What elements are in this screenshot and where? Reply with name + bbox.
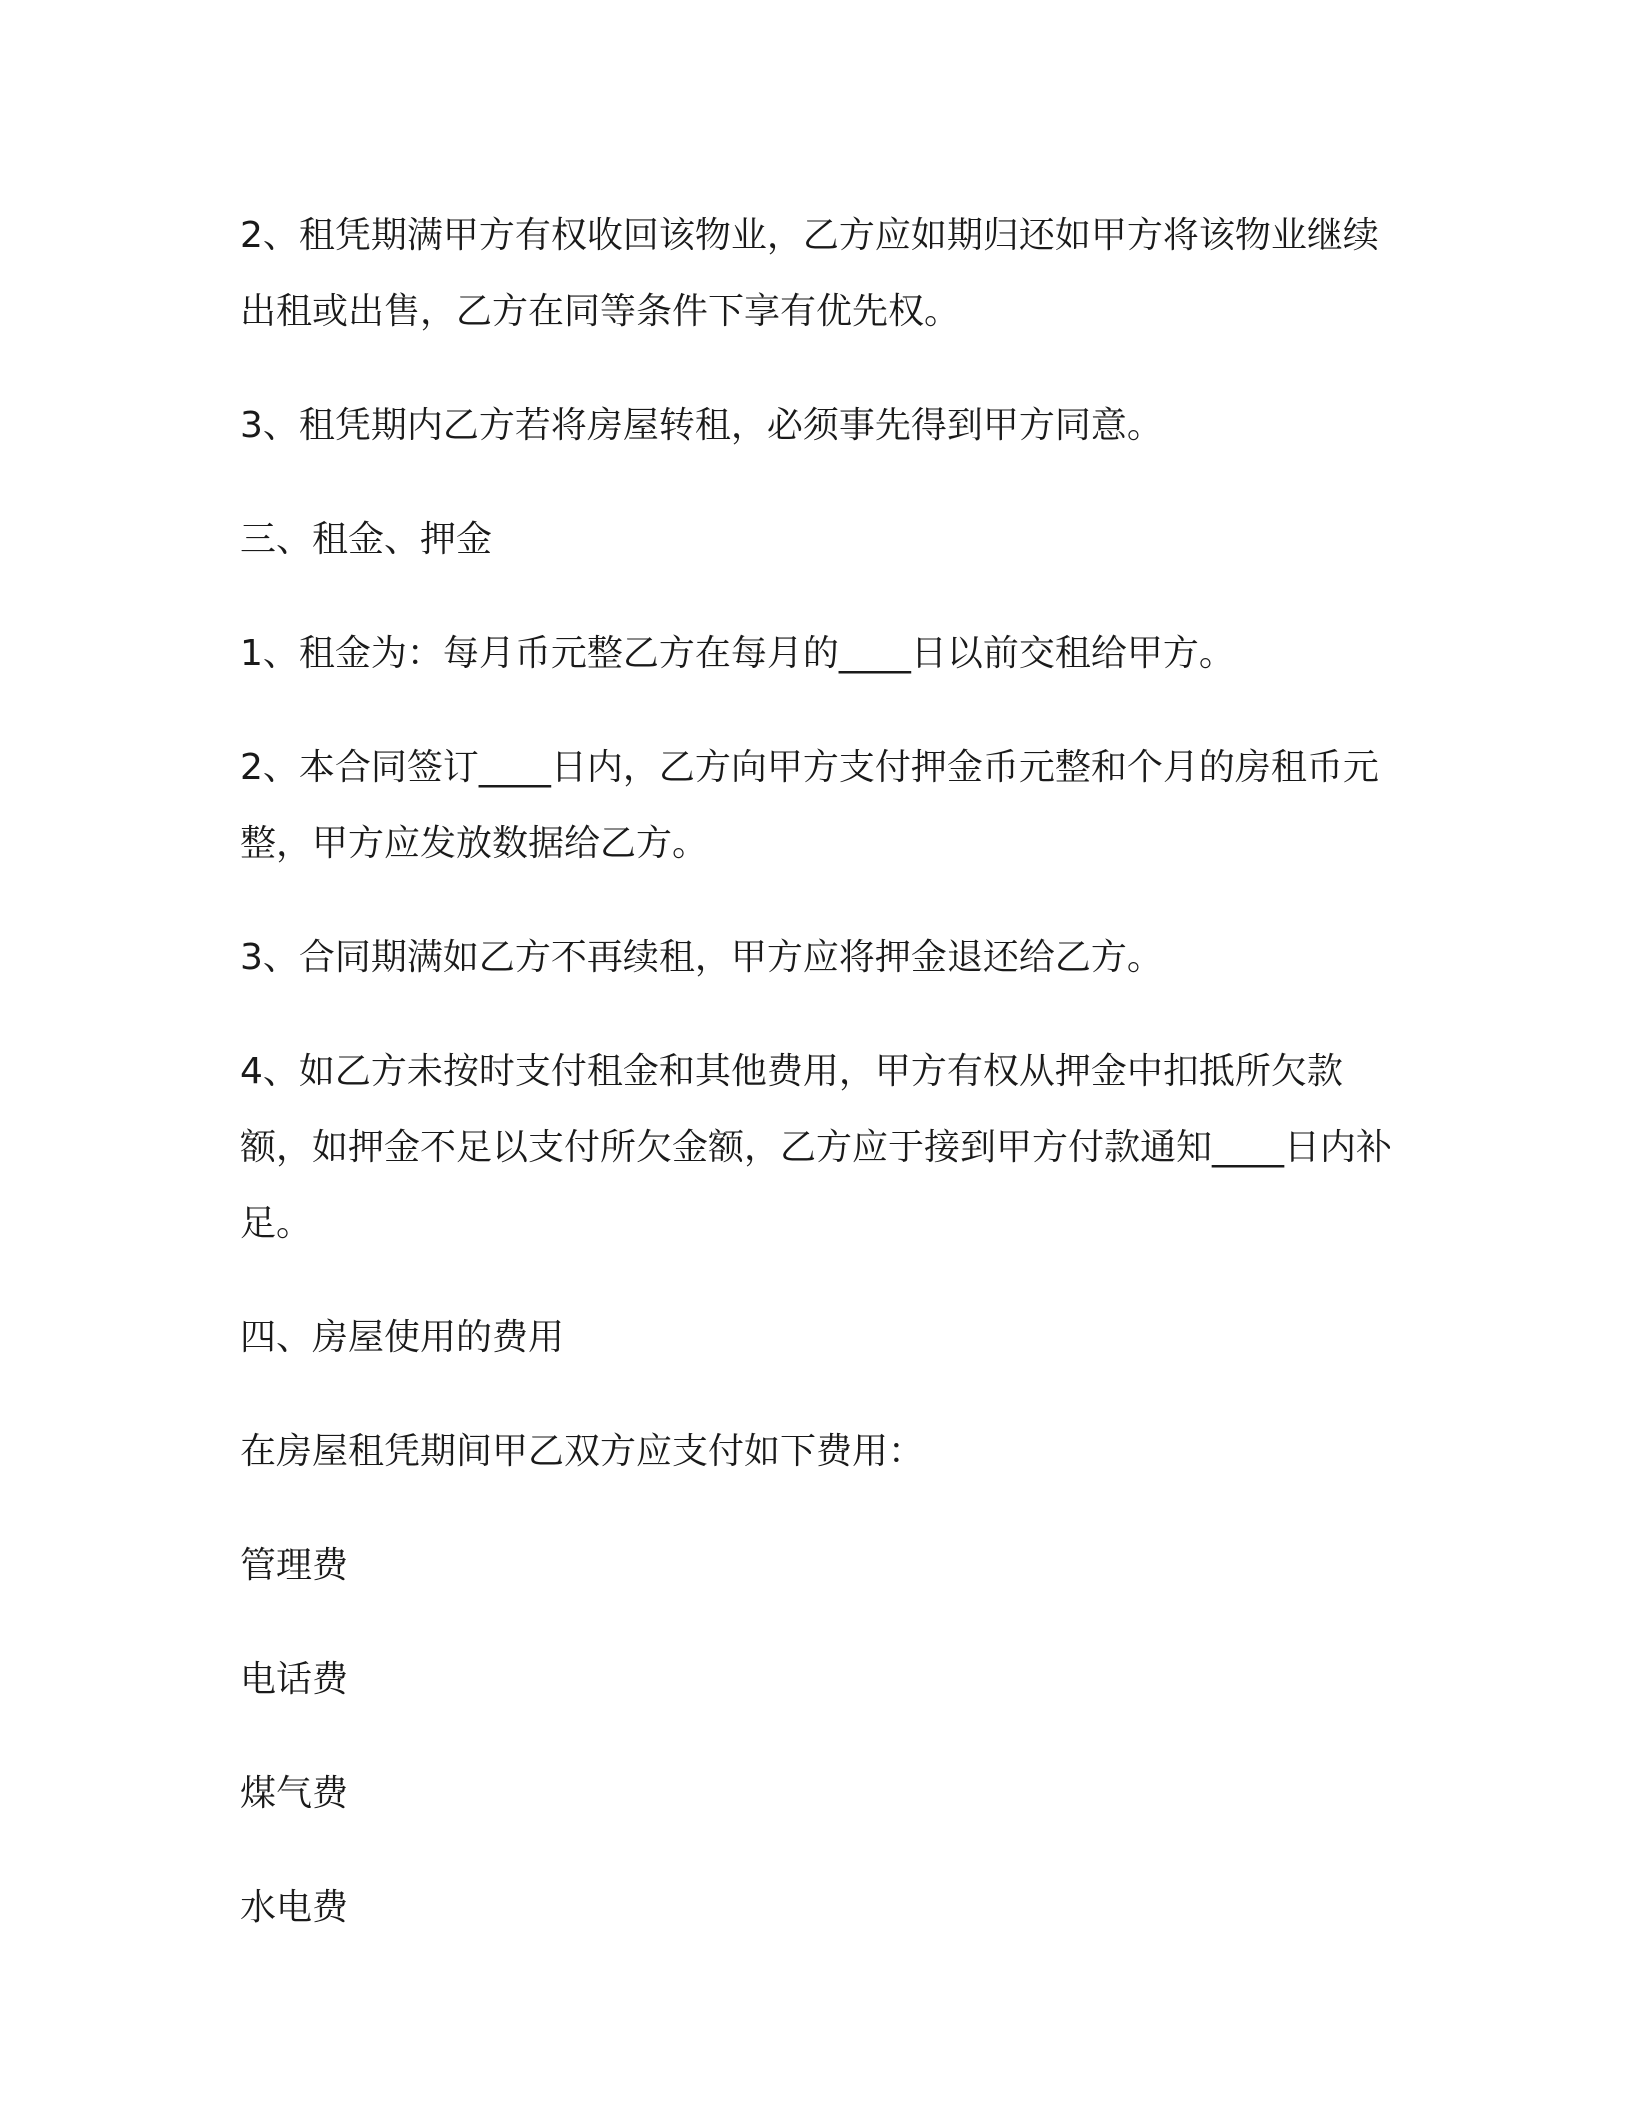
fee-item-management: 管理费 [240,1545,349,1586]
clause-4-deduction: 4、如乙方未按时支付租金和其他费用，甲方有权从押金中扣抵所欠款额，如押金不足以支付所欠金额，乙方应于接到甲方付款通知____日内补足。 [240,1051,1393,1244]
clause-1-rent: 1、租金为：每月币元整乙方在每月的____日以前交租给甲方。 [240,633,1235,674]
section-heading-rent-deposit: 三、租金、押金 [240,519,493,560]
clause-3-sublease: 3、租凭期内乙方若将房屋转租，必须事先得到甲方同意。 [240,405,1163,446]
clause-2-lease-expiry: 2、租凭期满甲方有权收回该物业，乙方应如期归还如甲方将该物业继续出租或出售，乙方在同等条件下享有优先权。 [240,215,1379,332]
fee-item-water-electricity: 水电费 [240,1887,349,1928]
clause-2-deposit: 2、本合同签订____日内，乙方向甲方支付押金币元整和个月的房租币元整，甲方应发放数据给乙方。 [240,747,1379,864]
section-heading-usage-fees: 四、房屋使用的费用 [240,1317,565,1358]
fee-item-telephone: 电话费 [240,1659,349,1700]
document-page [240,198,1392,1984]
fee-item-gas: 煤气费 [240,1773,349,1814]
fees-intro: 在房屋租凭期间甲乙双方应支付如下费用： [240,1431,925,1472]
clause-3-deposit-refund: 3、合同期满如乙方不再续租，甲方应将押金退还给乙方。 [240,937,1163,978]
